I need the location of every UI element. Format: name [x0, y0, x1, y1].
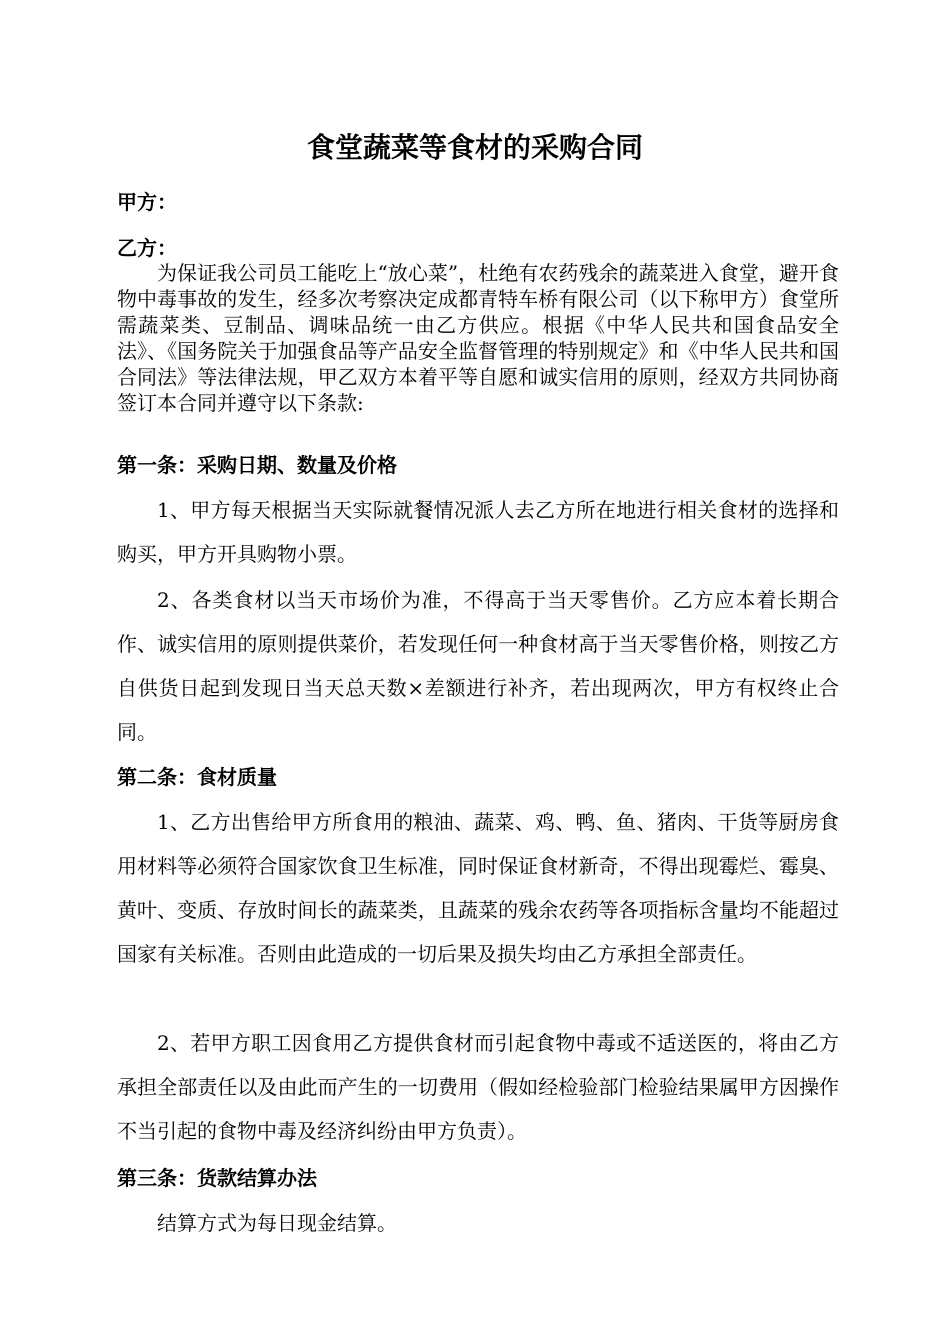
article-3-paragraph-1: 结算方式为每日现金结算。: [157, 1211, 397, 1235]
article-1-paragraph-2: 2、各类食材以当天市场价为准，不得高于当天零售价。乙方应本着长期合作、诚实信用的原则提供菜价，若发现任何一种食材高于当天零售价格，则按乙方自供货日起到发现日当天总天数×差额进行补齐，若出现两次，甲方有权终止合同。: [117, 588, 839, 744]
party-a-label: 甲方：: [117, 190, 177, 214]
article-3-heading: 第三条：货款结算办法: [117, 1166, 317, 1190]
party-b-label: 乙方：: [117, 236, 177, 260]
article-2-paragraph-2: 2、若甲方职工因食用乙方提供食材而引起食物中毒或不适送医的，将由乙方承担全部责任以及由此而产生的一切费用（假如经检验部门检验结果属甲方因操作不当引起的食物中毒及经济纠纷由甲方负责）。: [117, 1031, 839, 1143]
article-2-heading: 第二条：食材质量: [117, 765, 277, 789]
article-1-heading: 第一条：采购日期、数量及价格: [117, 453, 397, 477]
document-title: 食堂蔬菜等食材的采购合同: [306, 131, 643, 164]
intro-paragraph: 为保证我公司员工能吃上“放心菜”，杜绝有农药残余的蔬菜进入食堂，避开食物中毒事故的发生，经多次考察决定成都青特车桥有限公司（以下称甲方）食堂所需蔬菜类、豆制品、调味品统一由乙方供应。根据《中华人民共和国食品安全法》、《国务院关于加强食品等产品安全监督管理的特别规定》和《中华人民共和国合同法》等法律法规，甲乙双方本着平等自愿和诚实信用的原则，经双方共同协商签订本合同并遵守以下条款:: [117, 261, 839, 415]
article-2-paragraph-1: 1、乙方出售给甲方所食用的粮油、蔬菜、鸡、鸭、鱼、猪肉、干货等厨房食用材料等必须符合国家饮食卫生标准，同时保证食材新奇，不得出现霉烂、霉臭、黄叶、变质、存放时间长的蔬菜类，且蔬菜的残余农药等各项指标含量均不能超过国家有关标准。否则由此造成的一切后果及损失均由乙方承担全部责任。: [117, 810, 839, 966]
article-1-paragraph-1: 1、甲方每天根据当天实际就餐情况派人去乙方所在地进行相关食材的选择和购买，甲方开具购物小票。: [117, 498, 839, 566]
